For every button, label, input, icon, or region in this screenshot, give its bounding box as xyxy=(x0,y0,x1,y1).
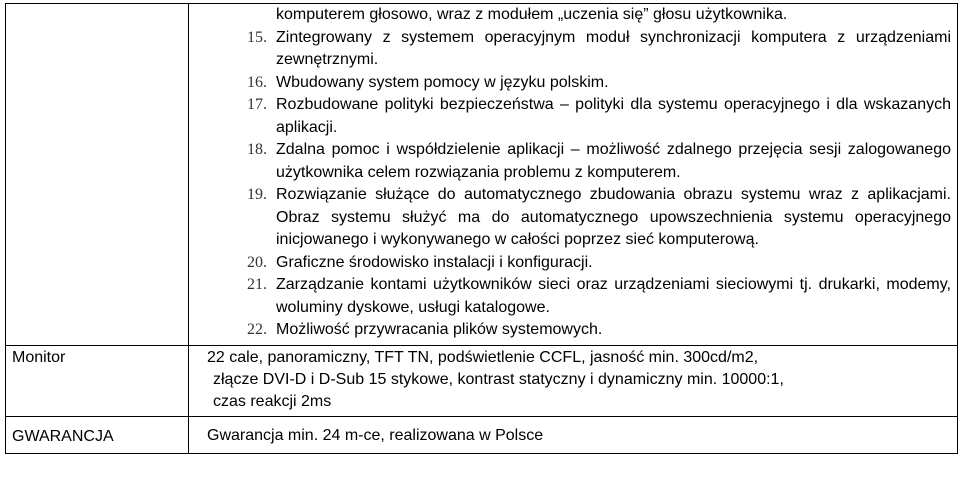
feature-continuation-text: komputerem głosowo, wraz z modułem „uczenia się” głosu użytkownika. xyxy=(276,6,788,23)
list-item xyxy=(189,319,957,342)
item-text: Wbudowany system pomocy w języku polskim. xyxy=(276,73,609,91)
item-number: 21. xyxy=(247,276,267,293)
feature-list xyxy=(189,4,957,345)
item-text: Zdalna pomoc i współdzielenie aplikacji – możliwość zdalnego przejęcia sesji zalogowanego użytkownika celem rozwiązania problemu z komputerem. xyxy=(276,141,951,181)
features-value-cell xyxy=(189,4,958,346)
list-item xyxy=(189,94,957,139)
item-number: 18. xyxy=(247,141,267,158)
item-text: Rozbudowane polityki bezpieczeństwa – polityki dla systemu operacyjnego i dla wskazanych aplikacji. xyxy=(276,96,951,136)
monitor-value xyxy=(189,345,958,416)
item-number: 16. xyxy=(247,73,267,91)
monitor-line: złącze DVI-D i D-Sub 15 stykowe, kontrast statyczny i dynamiczny min. 10000:1, xyxy=(213,370,784,388)
item-text: Rozwiązanie służące do automatycznego zbudowania obrazu systemu wraz z aplikacjami. Obraz systemu służyć ma do automatycznego upowszechnienia systemu operacyjnego inicjowanego i wykonywanego w całości poprzez sieć komputerową. xyxy=(276,186,951,248)
table-row xyxy=(6,4,958,346)
list-item xyxy=(189,27,957,72)
list-item xyxy=(189,139,957,184)
list-item xyxy=(189,72,957,95)
table-row xyxy=(6,416,958,453)
monitor-line: czas reakcji 2ms xyxy=(213,392,332,410)
warranty-label: GWARANCJA xyxy=(6,416,189,453)
monitor-line: 22 cale, panoramiczny, TFT TN, podświetlenie CCFL, jasność min. 300cd/m2, xyxy=(207,348,759,366)
item-number: 19. xyxy=(247,186,267,203)
monitor-label: Monitor xyxy=(6,345,189,416)
feature-continuation xyxy=(189,4,957,27)
item-number: 22. xyxy=(247,321,267,338)
list-item xyxy=(189,184,957,252)
item-text: Zarządzanie kontami użytkowników sieci oraz urządzeniami sieciowymi tj. drukarki, modemy, woluminy dyskowe, usługi katalogowe. xyxy=(276,276,951,316)
item-text: Możliwość przywracania plików systemowych. xyxy=(276,321,603,338)
item-number: 15. xyxy=(247,28,267,46)
item-number: 17. xyxy=(247,96,267,113)
warranty-value: Gwarancja min. 24 m-ce, realizowana w Polsce xyxy=(189,416,958,453)
table-row xyxy=(6,345,958,416)
features-label-cell xyxy=(6,4,189,346)
item-number: 20. xyxy=(247,253,267,271)
specification-table xyxy=(5,3,958,454)
item-text: Graficzne środowisko instalacji i konfiguracji. xyxy=(276,253,593,271)
list-item xyxy=(189,274,957,319)
item-text: Zintegrowany z systemem operacyjnym moduł synchronizacji komputera z urządzeniami zewnętrznymi. xyxy=(276,28,951,68)
list-item xyxy=(189,252,957,275)
